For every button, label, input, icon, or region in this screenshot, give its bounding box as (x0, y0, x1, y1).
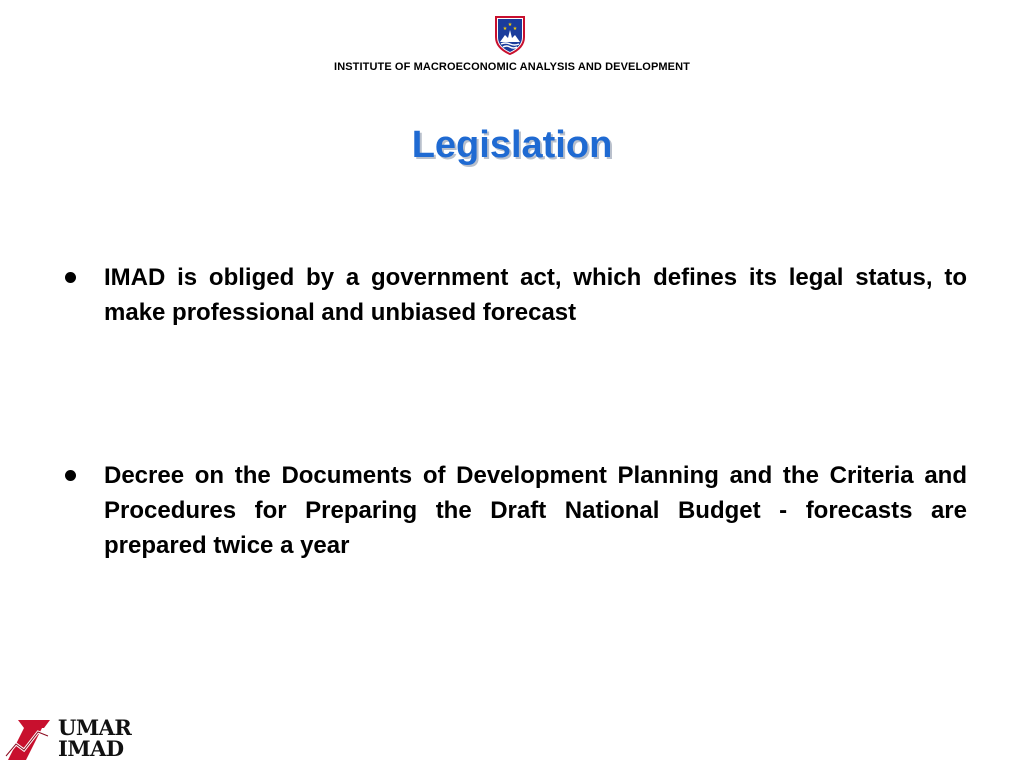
umar-imad-logo (4, 716, 144, 764)
bullet-item (62, 458, 967, 563)
svg-text:★: ★ (512, 26, 518, 32)
umar-imad-logo-icon (4, 716, 60, 764)
institute-name: INSTITUTE OF MACROECONOMIC ANALYSIS AND DEVELOPMENT (334, 61, 690, 73)
logo-wordmark (58, 717, 131, 759)
bullet-item (62, 260, 967, 330)
bullet-text: IMAD is obliged by a government act, which defines its legal status, to make professional and unbiased forecast (104, 264, 967, 326)
bullet-dot-icon (65, 272, 76, 283)
svg-text:★: ★ (507, 22, 513, 28)
svg-text:★: ★ (502, 26, 508, 32)
bullet-dot-icon (65, 470, 76, 481)
slide-title: Legislation (411, 124, 613, 166)
slovenia-coat-of-arms-icon (494, 15, 526, 55)
logo-line-imad: IMAD (58, 736, 124, 761)
bullet-text: Decree on the Documents of Development Planning and the Criteria and Procedures for Preparing the Draft National Budget - forecasts are prepared twice a year (104, 462, 967, 559)
bullet-list (62, 260, 967, 563)
logo-line-umar: UMAR (58, 715, 132, 740)
